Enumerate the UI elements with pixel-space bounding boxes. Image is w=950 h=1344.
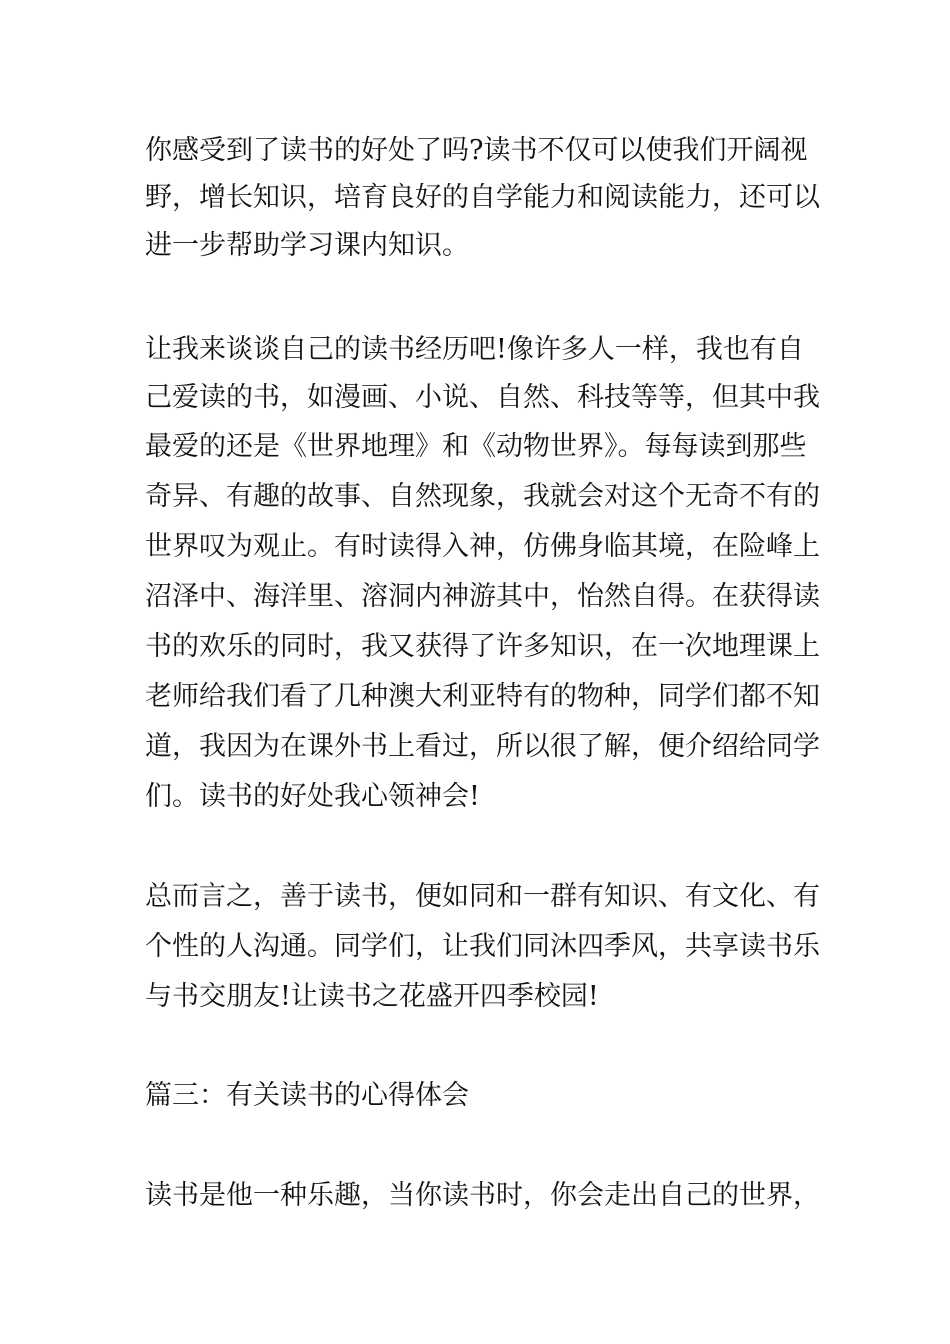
paragraph-3-line-1: 总而言之，善于读书，便如同和一群有知识、有文化、有 [145,881,820,912]
paragraph-1-line-2: 野，增长知识，培育良好的自学能力和阅读能力，还可以 [145,182,820,213]
paragraph-2-line-9: 道，我因为在课外书上看过，所以很了解，便介绍给同学 [145,731,820,762]
paragraph-2-line-2: 己爱读的书，如漫画、小说、自然、科技等等，但其中我 [145,382,820,413]
paragraph-1-line-3: 进一步帮助学习课内知识。 [145,230,469,261]
paragraph-2-line-10: 们。读书的好处我心领神会! [145,781,480,812]
paragraph-3-line-2: 个性的人沟通。同学们，让我们同沐四季风，共享读书乐 [145,931,820,962]
paragraph-2-line-3: 最爱的还是《世界地理》和《动物世界》。每每读到那些 [145,431,807,462]
paragraph-2-line-8: 老师给我们看了几种澳大利亚特有的物种，同学们都不知 [145,681,820,712]
paragraph-2-line-4: 奇异、有趣的故事、自然现象，我就会对这个无奇不有的 [145,481,820,512]
paragraph-2-line-6: 沼泽中、海洋里、溶洞内神游其中，怡然自得。在获得读 [145,581,820,612]
paragraph-4-line-1: 读书是他一种乐趣，当你读书时，你会走出自己的世界， [145,1180,820,1211]
paragraph-2-line-5: 世界叹为观止。有时读得入神，仿佛身临其境，在险峰上 [145,531,820,562]
section-heading: 篇三：有关读书的心得体会 [145,1080,469,1111]
paragraph-2-line-1: 让我来谈谈自己的读书经历吧!像许多人一样，我也有自 [145,334,804,365]
paragraph-2-line-7: 书的欢乐的同时，我又获得了许多知识，在一次地理课上 [145,631,820,662]
paragraph-3-line-3: 与书交朋友!让读书之花盛开四季校园! [145,981,599,1012]
paragraph-1-line-1: 你感受到了读书的好处了吗?读书不仅可以使我们开阔视 [145,135,808,166]
